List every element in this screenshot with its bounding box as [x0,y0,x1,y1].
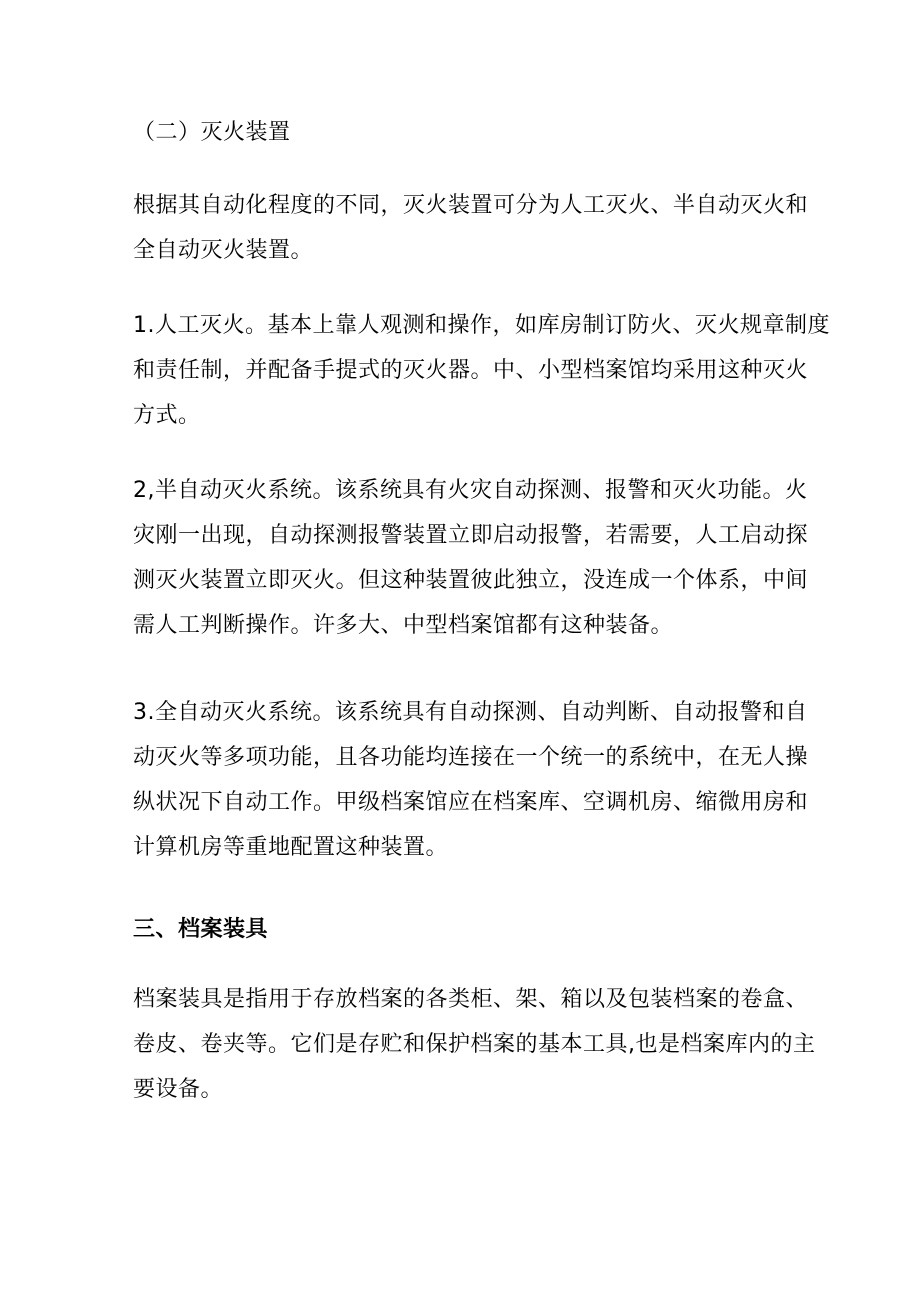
item-3-paragraph [133,690,809,870]
paragraph-line: 测灭火装置立即灭火。但这种装置彼此独立，没连成一个体系，中间 [133,568,809,593]
paragraph-line: 3.全自动灭火系统。该系统具有自动探测、自动判断、自动报警和自 [133,700,808,725]
paragraph-line: 灾刚一出现，自动探测报警装置立即启动报警，若需要，人工启动探 [133,523,809,548]
paragraph-line: 档案装具是指用于存放档案的各类柜、架、箱以及包装档案的卷盒、 [133,987,809,1012]
paragraph-line: 1.人工灭火。基本上靠人观测和操作，如库房制订防火、灭火规章制度 [133,313,830,338]
paragraph-line: 全自动灭火装置。 [133,238,314,263]
paragraph-line: 要设备。 [133,1077,224,1102]
paragraph-line: 方式。 [133,403,201,428]
item-2-paragraph [133,468,809,648]
paragraph-line: 计算机房等重地配置这种装置。 [133,835,449,860]
paragraph-line: 纵状况下自动工作。甲级档案馆应在档案库、空调机房、缩微用房和 [133,790,809,815]
subheading-fire-extinguishing-devices [133,110,798,155]
paragraph-line: 动灭火等多项功能，且各功能均连接在一个统一的系统中，在无人操 [133,745,809,770]
section-heading-archive-equipment [133,907,798,952]
paragraph-line: 2,半自动灭火系统。该系统具有火灾自动探测、报警和灭火功能。火 [133,478,808,503]
paragraph-line: 和责任制，并配备手提式的灭火器。中、小型档案馆均采用这种灭火 [133,358,809,383]
paragraph-line: 卷皮、卷夹等。它们是存贮和保护档案的基本工具,也是档案库内的主 [133,1032,816,1057]
equipment-paragraph [133,977,816,1112]
section-heading-text: 三、档案装具 [133,917,269,942]
item-1-paragraph [133,303,830,438]
paragraph-line: 需人工判断操作。许多大、中型档案馆都有这种装备。 [133,613,674,638]
paragraph-line: 根据其自动化程度的不同，灭火装置可分为人工灭火、半自动灭火和 [133,193,809,218]
subheading-text: （二）灭火装置 [133,120,291,145]
intro-paragraph [133,183,809,273]
